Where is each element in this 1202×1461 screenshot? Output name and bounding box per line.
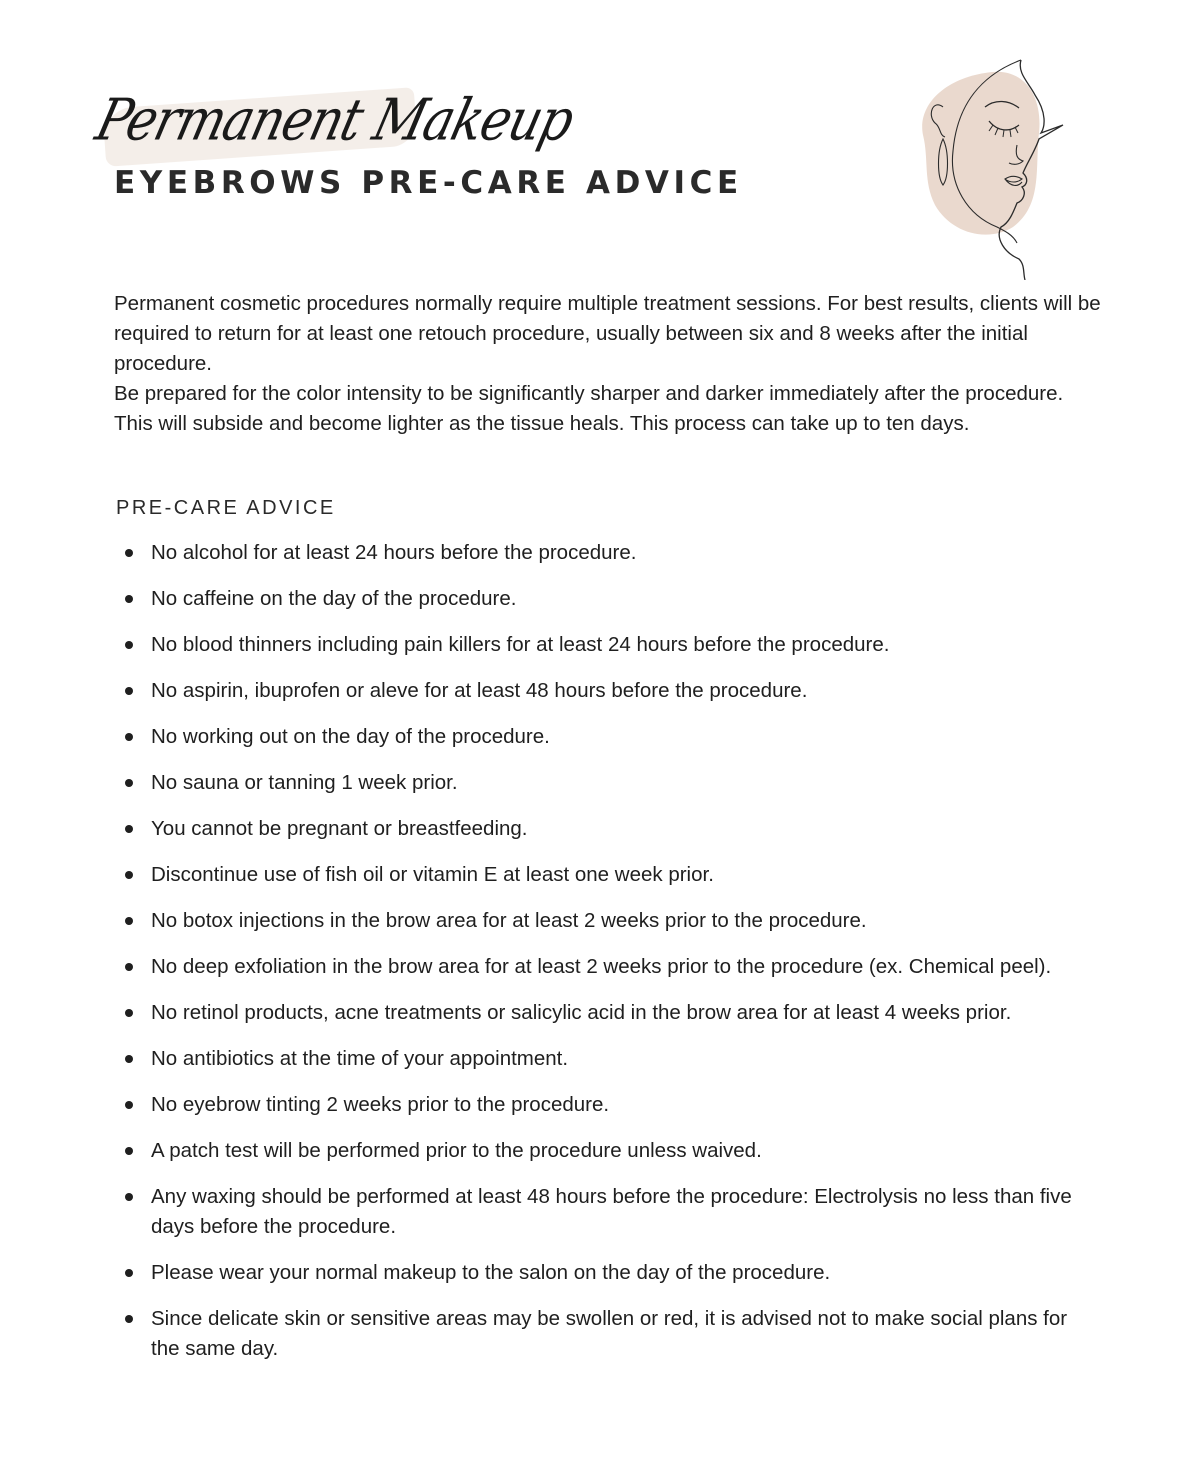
- script-subtitle: Permanent Makeup: [89, 86, 580, 154]
- list-item: [151, 722, 1081, 752]
- bullet-icon: [125, 871, 133, 879]
- list-item: [151, 1304, 1081, 1364]
- list-item-text: No sauna or tanning 1 week prior.: [151, 771, 458, 794]
- bullet-icon: [125, 1101, 133, 1109]
- list-item: [151, 1090, 1081, 1120]
- section-heading: PRE-CARE ADVICE: [116, 497, 336, 519]
- bullet-icon: [125, 1193, 133, 1201]
- bullet-icon: [125, 825, 133, 833]
- blush-blob-shape: [922, 72, 1039, 235]
- list-item-text: A patch test will be performed prior to the procedure unless waived.: [151, 1139, 762, 1162]
- list-item: [151, 952, 1081, 982]
- bullet-icon: [125, 963, 133, 971]
- bullet-icon: [125, 1009, 133, 1017]
- bullet-icon: [125, 595, 133, 603]
- list-item: [151, 814, 1081, 844]
- list-item-text: Since delicate skin or sensitive areas may be swollen or red, it is advised not to make social plans for the same day.: [151, 1307, 1068, 1360]
- list-item-text: No deep exfoliation in the brow area for at least 2 weeks prior to the procedure (ex. Chemical peel).: [151, 955, 1052, 978]
- bullet-icon: [125, 779, 133, 787]
- bullet-icon: [125, 1055, 133, 1063]
- list-item: [151, 998, 1081, 1028]
- bullet-icon: [125, 641, 133, 649]
- list-item-text: No retinol products, acne treatments or salicylic acid in the brow area for at least 4 weeks prior.: [151, 1001, 1012, 1024]
- list-item: [151, 676, 1081, 706]
- list-item-text: Discontinue use of fish oil or vitamin E at least one week prior.: [151, 863, 714, 886]
- list-item: [151, 1258, 1081, 1288]
- list-item-text: Any waxing should be performed at least 48 hours before the procedure: Electrolysis no less than five days before the procedure.: [151, 1185, 1072, 1238]
- list-item-text: No antibiotics at the time of your appointment.: [151, 1047, 569, 1070]
- list-item: [151, 768, 1081, 798]
- list-item-text: No caffeine on the day of the procedure.: [151, 587, 517, 610]
- bullet-icon: [125, 1147, 133, 1155]
- intro-paragraph: Permanent cosmetic procedures normally require multiple treatment sessions. For best results, clients will be required to return for at least one retouch procedure, usually between six and 8 weeks after the initial procedure.: [114, 292, 1101, 375]
- list-item-text: No eyebrow tinting 2 weeks prior to the procedure.: [151, 1093, 610, 1116]
- list-item: [151, 1136, 1081, 1166]
- bullet-icon: [125, 1269, 133, 1277]
- bullet-icon: [125, 687, 133, 695]
- bullet-icon: [125, 733, 133, 741]
- list-item-text: No botox injections in the brow area for at least 2 weeks prior to the procedure.: [151, 909, 867, 932]
- intro-paragraph: Be prepared for the color intensity to be significantly sharper and darker immediately after the procedure. This will subside and become lighter as the tissue heals. This process can take up to ten days.: [114, 382, 1064, 435]
- list-item: [151, 1044, 1081, 1074]
- list-item-text: No blood thinners including pain killers for at least 24 hours before the procedure.: [151, 633, 890, 656]
- list-item-text: No working out on the day of the procedure.: [151, 725, 550, 748]
- list-item-text: No alcohol for at least 24 hours before the procedure.: [151, 541, 637, 564]
- intro-text: [114, 289, 1104, 439]
- list-item: [151, 630, 1081, 660]
- list-item: [151, 906, 1081, 936]
- list-item: [151, 538, 1081, 568]
- bullet-icon: [125, 549, 133, 557]
- list-item-text: You cannot be pregnant or breastfeeding.: [151, 817, 528, 840]
- list-item-text: No aspirin, ibuprofen or aleve for at least 48 hours before the procedure.: [151, 679, 808, 702]
- bullet-icon: [125, 1315, 133, 1323]
- pre-care-advice-list: [151, 538, 1081, 1380]
- list-item: [151, 1182, 1081, 1242]
- page-title: EYEBROWS PRE-CARE ADVICE: [114, 165, 743, 201]
- list-item: [151, 584, 1081, 614]
- list-item-text: Please wear your normal makeup to the salon on the day of the procedure.: [151, 1261, 831, 1284]
- bullet-icon: [125, 917, 133, 925]
- list-item: [151, 860, 1081, 890]
- face-line-art-illustration: [905, 55, 1080, 280]
